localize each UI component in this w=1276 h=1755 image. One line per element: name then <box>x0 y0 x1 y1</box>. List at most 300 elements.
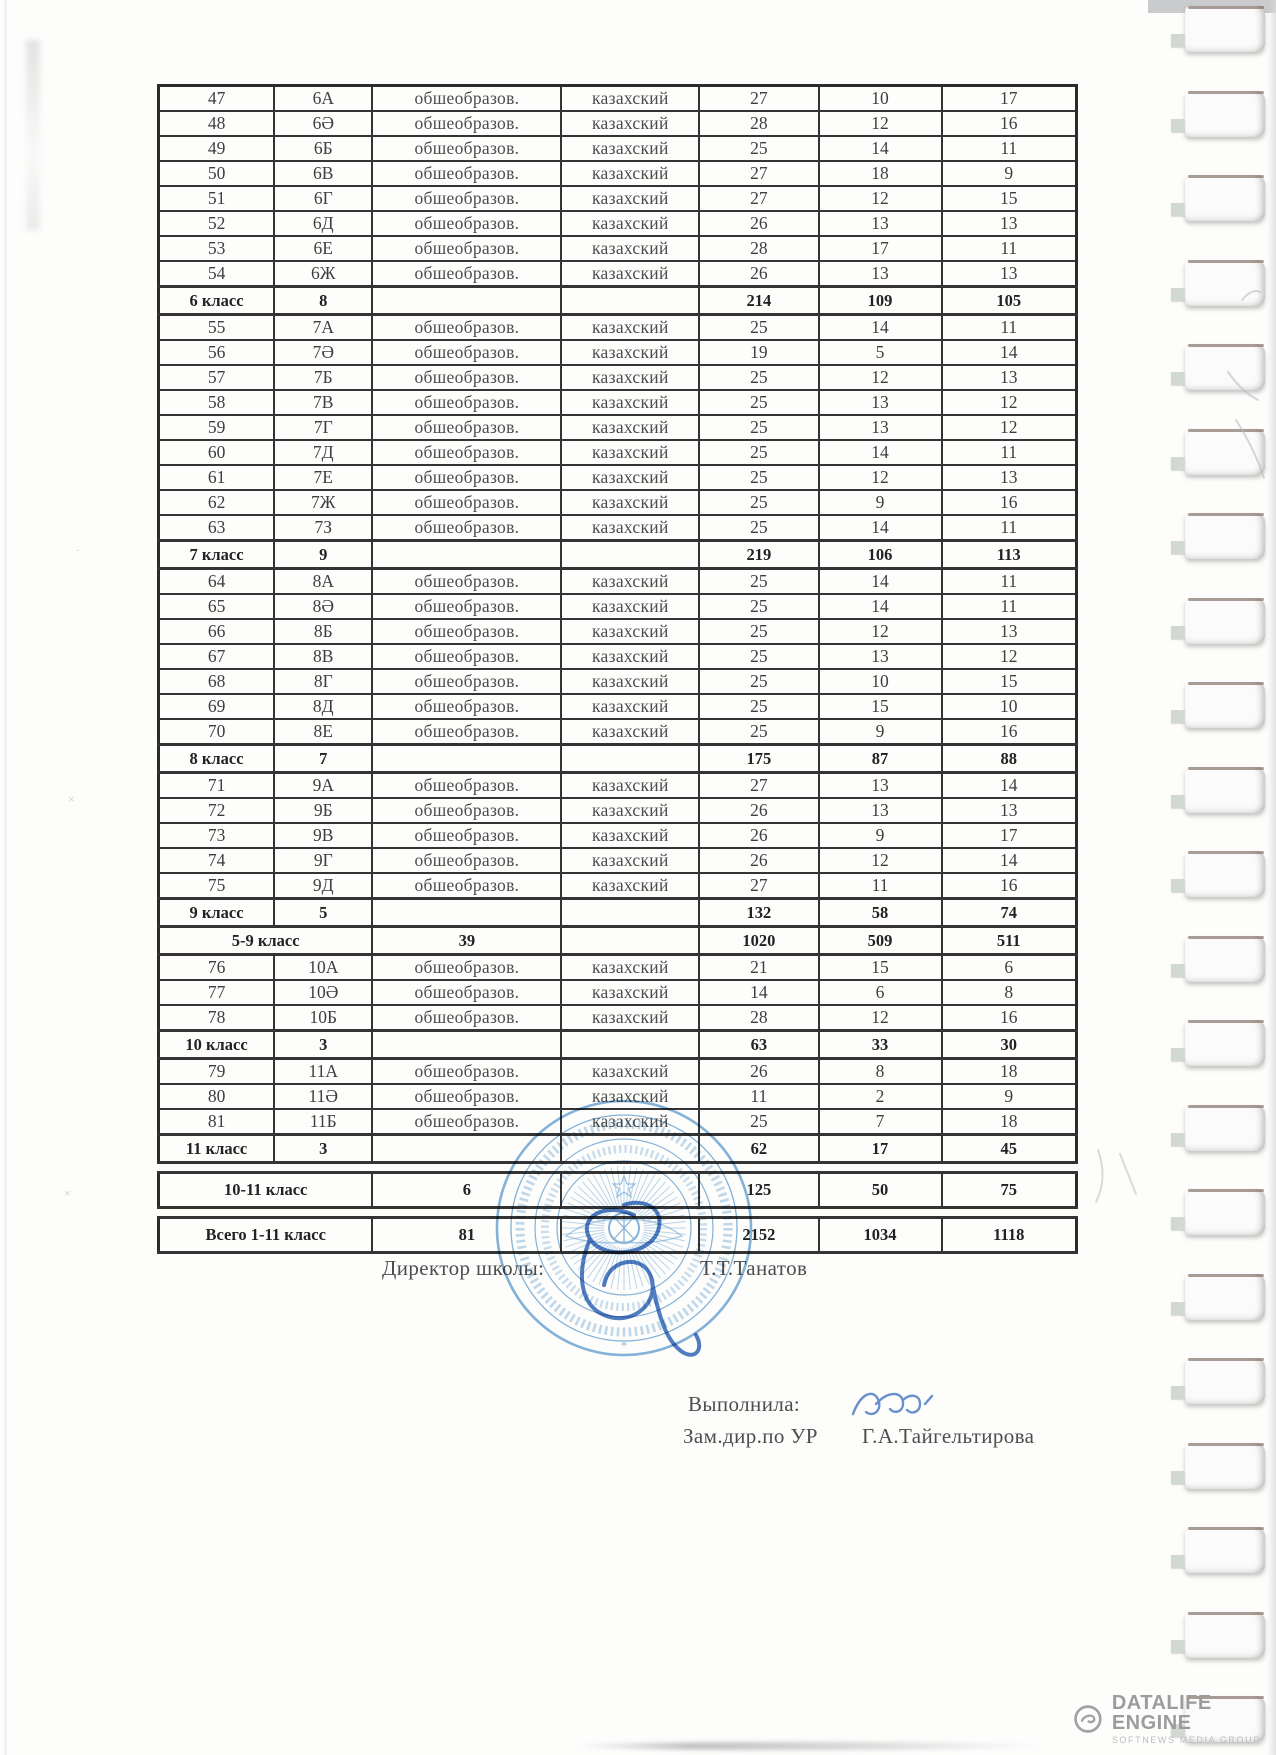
table-cell <box>561 1173 699 1208</box>
binding-loop-tab <box>1171 626 1185 639</box>
binding-loop-tab <box>1171 1555 1185 1568</box>
table-row <box>159 848 1077 873</box>
totals-table-10-11 <box>157 1171 1078 1209</box>
table-row <box>159 440 1077 465</box>
table-cell: 26 <box>699 261 818 287</box>
table-row <box>159 619 1077 644</box>
scan-speck: · <box>76 543 80 557</box>
table-cell: казахский <box>561 490 699 515</box>
table-cell: казахский <box>561 315 699 341</box>
table-cell: обшеобразов. <box>372 440 561 465</box>
table-cell: 6 класс <box>159 287 275 315</box>
scan-speck: × <box>64 1186 71 1200</box>
table-cell: казахский <box>561 594 699 619</box>
table-cell: обшеобразов. <box>372 340 561 365</box>
table-row <box>159 315 1077 341</box>
table-row <box>159 569 1077 595</box>
table-cell: казахский <box>561 365 699 390</box>
table-cell: 25 <box>699 619 818 644</box>
table-cell: 49 <box>159 136 275 161</box>
table-cell: 7Д <box>274 440 372 465</box>
table-cell: казахский <box>561 873 699 899</box>
table-cell: 25 <box>699 415 818 440</box>
binding-loop <box>1185 175 1265 221</box>
binding-loop <box>1185 6 1265 52</box>
table-row <box>159 644 1077 669</box>
table-cell: 7 <box>819 1109 942 1135</box>
table-cell: 26 <box>699 1059 818 1085</box>
table-row <box>159 594 1077 619</box>
table-cell: 7Е <box>274 465 372 490</box>
table-cell: 28 <box>699 236 818 261</box>
table-row <box>159 773 1077 799</box>
table-cell <box>372 899 561 927</box>
table-cell: казахский <box>561 1109 699 1135</box>
binding-loop-edge <box>1188 1443 1264 1446</box>
table-cell: 16 <box>942 873 1077 899</box>
table-cell: 81 <box>372 1218 561 1253</box>
table-cell: 8 класс <box>159 745 275 773</box>
table-cell: казахский <box>561 390 699 415</box>
table-cell <box>561 541 699 569</box>
binding-loop <box>1185 1527 1265 1573</box>
table-cell: 7Ж <box>274 490 372 515</box>
table-cell: 12 <box>819 186 942 211</box>
table-cell <box>561 899 699 927</box>
binding-loop-edge <box>1188 1105 1264 1108</box>
table-cell: 11Ә <box>274 1084 372 1109</box>
table-cell: 71 <box>159 773 275 799</box>
table-cell: 13 <box>942 365 1077 390</box>
table-cell: 6Ж <box>274 261 372 287</box>
table-cell <box>372 1031 561 1059</box>
table-row <box>159 86 1077 112</box>
binding-loop-edge <box>1188 1358 1264 1361</box>
table-row <box>159 365 1077 390</box>
table-cell: 69 <box>159 694 275 719</box>
table-cell: 6 <box>372 1173 561 1208</box>
table-cell: 26 <box>699 823 818 848</box>
table-cell: 12 <box>819 1005 942 1031</box>
pencil-marks <box>1090 280 1276 540</box>
datalife-watermark <box>1072 1693 1276 1745</box>
table-cell: обшеобразов. <box>372 390 561 415</box>
summary-row <box>159 1031 1077 1059</box>
table-cell: 73 <box>159 823 275 848</box>
table-row <box>159 111 1077 136</box>
binding-loop-edge <box>1188 175 1264 178</box>
binding-loop-edge <box>1188 682 1264 685</box>
table-cell: 14 <box>819 569 942 595</box>
table-row <box>159 798 1077 823</box>
table-cell: казахский <box>561 798 699 823</box>
table-cell: 214 <box>699 287 818 315</box>
table-cell: 53 <box>159 236 275 261</box>
table-cell: казахский <box>561 86 699 112</box>
table-cell: казахский <box>561 1059 699 1085</box>
table-cell: 11 <box>699 1084 818 1109</box>
summary-row <box>159 287 1077 315</box>
binding-loop-edge <box>1188 6 1264 9</box>
table-cell: 33 <box>819 1031 942 1059</box>
table-cell: 8Ә <box>274 594 372 619</box>
table-cell: 9Г <box>274 848 372 873</box>
table-cell: казахский <box>561 694 699 719</box>
table-cell: 9 <box>819 719 942 745</box>
table-cell: 2 <box>819 1084 942 1109</box>
table-cell: 11Б <box>274 1109 372 1135</box>
table-cell: обшеобразов. <box>372 669 561 694</box>
table-cell: 13 <box>819 390 942 415</box>
table-cell: 15 <box>942 669 1077 694</box>
scan-speck: × <box>68 792 75 806</box>
table-cell: обшеобразов. <box>372 136 561 161</box>
table-cell: 68 <box>159 669 275 694</box>
table-cell <box>372 287 561 315</box>
table-cell: 14 <box>942 340 1077 365</box>
table-cell: 11 <box>942 136 1077 161</box>
table-cell: 17 <box>819 1135 942 1163</box>
table-cell: 9 <box>819 490 942 515</box>
table-cell: казахский <box>561 136 699 161</box>
table-cell: 25 <box>699 569 818 595</box>
table-cell: 10Б <box>274 1005 372 1031</box>
table-cell: 13 <box>819 644 942 669</box>
table-cell: 27 <box>699 186 818 211</box>
table-cell: 6Д <box>274 211 372 236</box>
table-cell: казахский <box>561 669 699 694</box>
binding-loop-tab <box>1171 541 1185 554</box>
table-cell: 14 <box>942 773 1077 799</box>
binding-loop <box>1185 91 1265 137</box>
table-cell: 30 <box>942 1031 1077 1059</box>
binding-loop-tab <box>1171 34 1185 47</box>
binding-loop-tab <box>1171 710 1185 723</box>
binding-loop-tab <box>1171 879 1185 892</box>
table-cell: обшеобразов. <box>372 873 561 899</box>
enrollment-table-zone <box>157 84 1078 1254</box>
table-cell: 13 <box>942 798 1077 823</box>
table-cell: 8Б <box>274 619 372 644</box>
table-cell: 25 <box>699 515 818 541</box>
table-cell: 72 <box>159 798 275 823</box>
table-cell: 15 <box>819 694 942 719</box>
table-cell: 14 <box>819 515 942 541</box>
table-cell: 8В <box>274 644 372 669</box>
table-cell: 25 <box>699 694 818 719</box>
table-cell: обшеобразов. <box>372 773 561 799</box>
binding-loop-edge <box>1188 936 1264 939</box>
table-cell: 25 <box>699 440 818 465</box>
table-cell: 7В <box>274 390 372 415</box>
table-cell: 11 <box>942 315 1077 341</box>
table-cell: 17 <box>942 86 1077 112</box>
table-cell: обшеобразов. <box>372 490 561 515</box>
table-cell: 12 <box>942 390 1077 415</box>
svg-text:*: * <box>620 1338 628 1353</box>
table-cell: казахский <box>561 1005 699 1031</box>
binding-loop-edge <box>1188 1274 1264 1277</box>
table-cell: 50 <box>819 1173 942 1208</box>
table-row <box>159 669 1077 694</box>
table-cell: 25 <box>699 644 818 669</box>
binding-loop <box>1185 1358 1265 1404</box>
table-cell: 12 <box>819 848 942 873</box>
table-cell: 13 <box>819 211 942 236</box>
table-cell: 74 <box>942 899 1077 927</box>
table-cell: казахский <box>561 619 699 644</box>
binding-loop <box>1185 598 1265 644</box>
table-row <box>159 340 1077 365</box>
table-cell: 25 <box>699 594 818 619</box>
table-cell: 78 <box>159 1005 275 1031</box>
table-cell: 6Е <box>274 236 372 261</box>
binding-loop-edge <box>1188 767 1264 770</box>
table-row <box>159 261 1077 287</box>
table-cell: 12 <box>942 415 1077 440</box>
table-cell: 67 <box>159 644 275 669</box>
table-cell: обшеобразов. <box>372 186 561 211</box>
table-row <box>159 136 1077 161</box>
table-cell: 17 <box>819 236 942 261</box>
table-cell: 15 <box>819 955 942 981</box>
table-cell: 10А <box>274 955 372 981</box>
table-cell: обшеобразов. <box>372 86 561 112</box>
table-cell: 14 <box>819 315 942 341</box>
table-cell: обшеобразов. <box>372 644 561 669</box>
table-cell: 6А <box>274 86 372 112</box>
table-cell <box>372 1135 561 1163</box>
table-row <box>159 390 1077 415</box>
table-cell: 39 <box>372 927 561 955</box>
table-cell: 11А <box>274 1059 372 1085</box>
table-cell: 26 <box>699 848 818 873</box>
table-cell: 14 <box>699 980 818 1005</box>
table-cell: Всего 1-11 класс <box>159 1218 373 1253</box>
table-cell: 16 <box>942 111 1077 136</box>
table-cell: казахский <box>561 955 699 981</box>
table-cell: 10Ә <box>274 980 372 1005</box>
table-cell: 25 <box>699 390 818 415</box>
table-cell <box>561 1135 699 1163</box>
table-cell: 25 <box>699 465 818 490</box>
table-cell: 7 <box>274 745 372 773</box>
table-cell: 63 <box>699 1031 818 1059</box>
table-cell: 8 <box>274 287 372 315</box>
table-cell: 2152 <box>699 1218 818 1253</box>
binding-loop-tab <box>1171 1471 1185 1484</box>
summary-row <box>159 541 1077 569</box>
binding-loop-tab <box>1171 1386 1185 1399</box>
table-cell: 6В <box>274 161 372 186</box>
table-cell: 8Г <box>274 669 372 694</box>
table-cell: казахский <box>561 773 699 799</box>
table-cell: обшеобразов. <box>372 161 561 186</box>
table-cell: 6 <box>819 980 942 1005</box>
table-cell <box>561 1218 699 1253</box>
table-cell: 14 <box>942 848 1077 873</box>
binding-loop-edge <box>1188 1020 1264 1023</box>
deputy-signature <box>845 1380 945 1430</box>
table-row <box>159 515 1077 541</box>
table-cell: 7Б <box>274 365 372 390</box>
merged-total-row <box>159 1173 1077 1208</box>
table-row <box>159 719 1077 745</box>
table-cell: 1034 <box>819 1218 942 1253</box>
table-cell: 17 <box>942 823 1077 848</box>
table-cell: 7А <box>274 315 372 341</box>
binding-loop <box>1185 1020 1265 1066</box>
table-cell: 75 <box>942 1173 1077 1208</box>
table-cell: 88 <box>942 745 1077 773</box>
binding-loop-edge <box>1188 851 1264 854</box>
binding-loop <box>1185 1274 1265 1320</box>
table-cell: казахский <box>561 515 699 541</box>
table-cell: 10 <box>942 694 1077 719</box>
table-cell <box>372 745 561 773</box>
table-cell: 13 <box>942 211 1077 236</box>
table-cell: казахский <box>561 161 699 186</box>
table-cell: 11 <box>942 236 1077 261</box>
table-cell: 109 <box>819 287 942 315</box>
table-cell: обшеобразов. <box>372 980 561 1005</box>
table-cell: обшеобразов. <box>372 1059 561 1085</box>
table-cell: обшеобразов. <box>372 1005 561 1031</box>
table-row <box>159 161 1077 186</box>
table-cell: 9 <box>274 541 372 569</box>
table-cell: 10 класс <box>159 1031 275 1059</box>
table-cell: 13 <box>942 619 1077 644</box>
table-cell: 175 <box>699 745 818 773</box>
table-cell: казахский <box>561 1084 699 1109</box>
scan-smudge <box>26 40 40 230</box>
table-row <box>159 465 1077 490</box>
table-cell: 9Д <box>274 873 372 899</box>
table-cell: 58 <box>819 899 942 927</box>
table-cell: 14 <box>819 440 942 465</box>
executed-label: Выполнила: <box>688 1392 801 1416</box>
table-cell: 7З <box>274 515 372 541</box>
table-cell <box>561 927 699 955</box>
table-cell: 27 <box>699 86 818 112</box>
binding-loop <box>1185 682 1265 728</box>
table-cell: 16 <box>942 719 1077 745</box>
table-cell: 13 <box>819 415 942 440</box>
table-cell: 28 <box>699 111 818 136</box>
table-row <box>159 1084 1077 1109</box>
binding-loop-tab <box>1171 203 1185 216</box>
table-cell: казахский <box>561 569 699 595</box>
table-cell: 509 <box>819 927 942 955</box>
table-cell: 13 <box>942 261 1077 287</box>
table-row <box>159 873 1077 899</box>
table-cell: казахский <box>561 823 699 848</box>
binding-loop-tab <box>1171 1640 1185 1653</box>
binding-loop <box>1185 767 1265 813</box>
table-cell: 11 <box>942 594 1077 619</box>
table-cell <box>561 745 699 773</box>
table-cell: казахский <box>561 186 699 211</box>
table-cell: 7Г <box>274 415 372 440</box>
table-cell: 48 <box>159 111 275 136</box>
binding-loop-edge <box>1188 598 1264 601</box>
table-cell: 26 <box>699 211 818 236</box>
pencil-marks <box>1080 1130 1200 1240</box>
table-cell: 51 <box>159 186 275 211</box>
table-cell: 105 <box>942 287 1077 315</box>
deputy-label: Зам.дир.по УР <box>683 1424 818 1448</box>
table-cell: казахский <box>561 111 699 136</box>
binding-loop-tab <box>1171 1048 1185 1061</box>
table-cell: 64 <box>159 569 275 595</box>
table-row <box>159 1059 1077 1085</box>
table-cell: 81 <box>159 1109 275 1135</box>
binding-loop <box>1185 1612 1265 1658</box>
table-cell: 6Ә <box>274 111 372 136</box>
table-cell: 80 <box>159 1084 275 1109</box>
table-cell: обшеобразов. <box>372 365 561 390</box>
table-cell: 87 <box>819 745 942 773</box>
table-cell: казахский <box>561 719 699 745</box>
table-cell: 18 <box>942 1109 1077 1135</box>
table-cell: казахский <box>561 211 699 236</box>
table-cell: 74 <box>159 848 275 873</box>
table-cell: казахский <box>561 440 699 465</box>
table-cell: обшеобразов. <box>372 619 561 644</box>
table-cell: обшеобразов. <box>372 594 561 619</box>
table-cell: 60 <box>159 440 275 465</box>
table-cell: обшеобразов. <box>372 798 561 823</box>
table-cell: казахский <box>561 465 699 490</box>
table-cell: 47 <box>159 86 275 112</box>
table-cell: 125 <box>699 1173 818 1208</box>
table-cell <box>561 287 699 315</box>
binding-loop-tab <box>1171 1302 1185 1315</box>
table-cell: 25 <box>699 315 818 341</box>
binding-loop-edge <box>1188 260 1264 263</box>
table-cell: казахский <box>561 236 699 261</box>
table-cell: казахский <box>561 644 699 669</box>
merged-total-row <box>159 927 1077 955</box>
table-cell: 106 <box>819 541 942 569</box>
page-edge <box>1267 0 1276 1755</box>
table-cell: 13 <box>942 465 1077 490</box>
table-cell: 25 <box>699 490 818 515</box>
table-cell: 26 <box>699 798 818 823</box>
table-cell: казахский <box>561 848 699 873</box>
table-cell: обшеобразов. <box>372 111 561 136</box>
table-cell: 12 <box>819 365 942 390</box>
binding-loop <box>1185 936 1265 982</box>
table-cell: обшеобразов. <box>372 1084 561 1109</box>
table-cell: обшеобразов. <box>372 515 561 541</box>
table-cell: 219 <box>699 541 818 569</box>
table-cell: 16 <box>942 490 1077 515</box>
table-cell: 6Г <box>274 186 372 211</box>
table-cell: 79 <box>159 1059 275 1085</box>
table-cell: 1118 <box>942 1218 1077 1253</box>
enrollment-table <box>157 84 1078 1164</box>
table-cell: обшеобразов. <box>372 955 561 981</box>
table-cell: 12 <box>942 644 1077 669</box>
deputy-name: Г.А.Тайгельтирова <box>862 1424 1035 1448</box>
table-cell: 12 <box>819 465 942 490</box>
table-row <box>159 415 1077 440</box>
table-cell: 11 <box>819 873 942 899</box>
table-cell: казахский <box>561 980 699 1005</box>
table-cell: 7Ә <box>274 340 372 365</box>
table-cell: 27 <box>699 161 818 186</box>
